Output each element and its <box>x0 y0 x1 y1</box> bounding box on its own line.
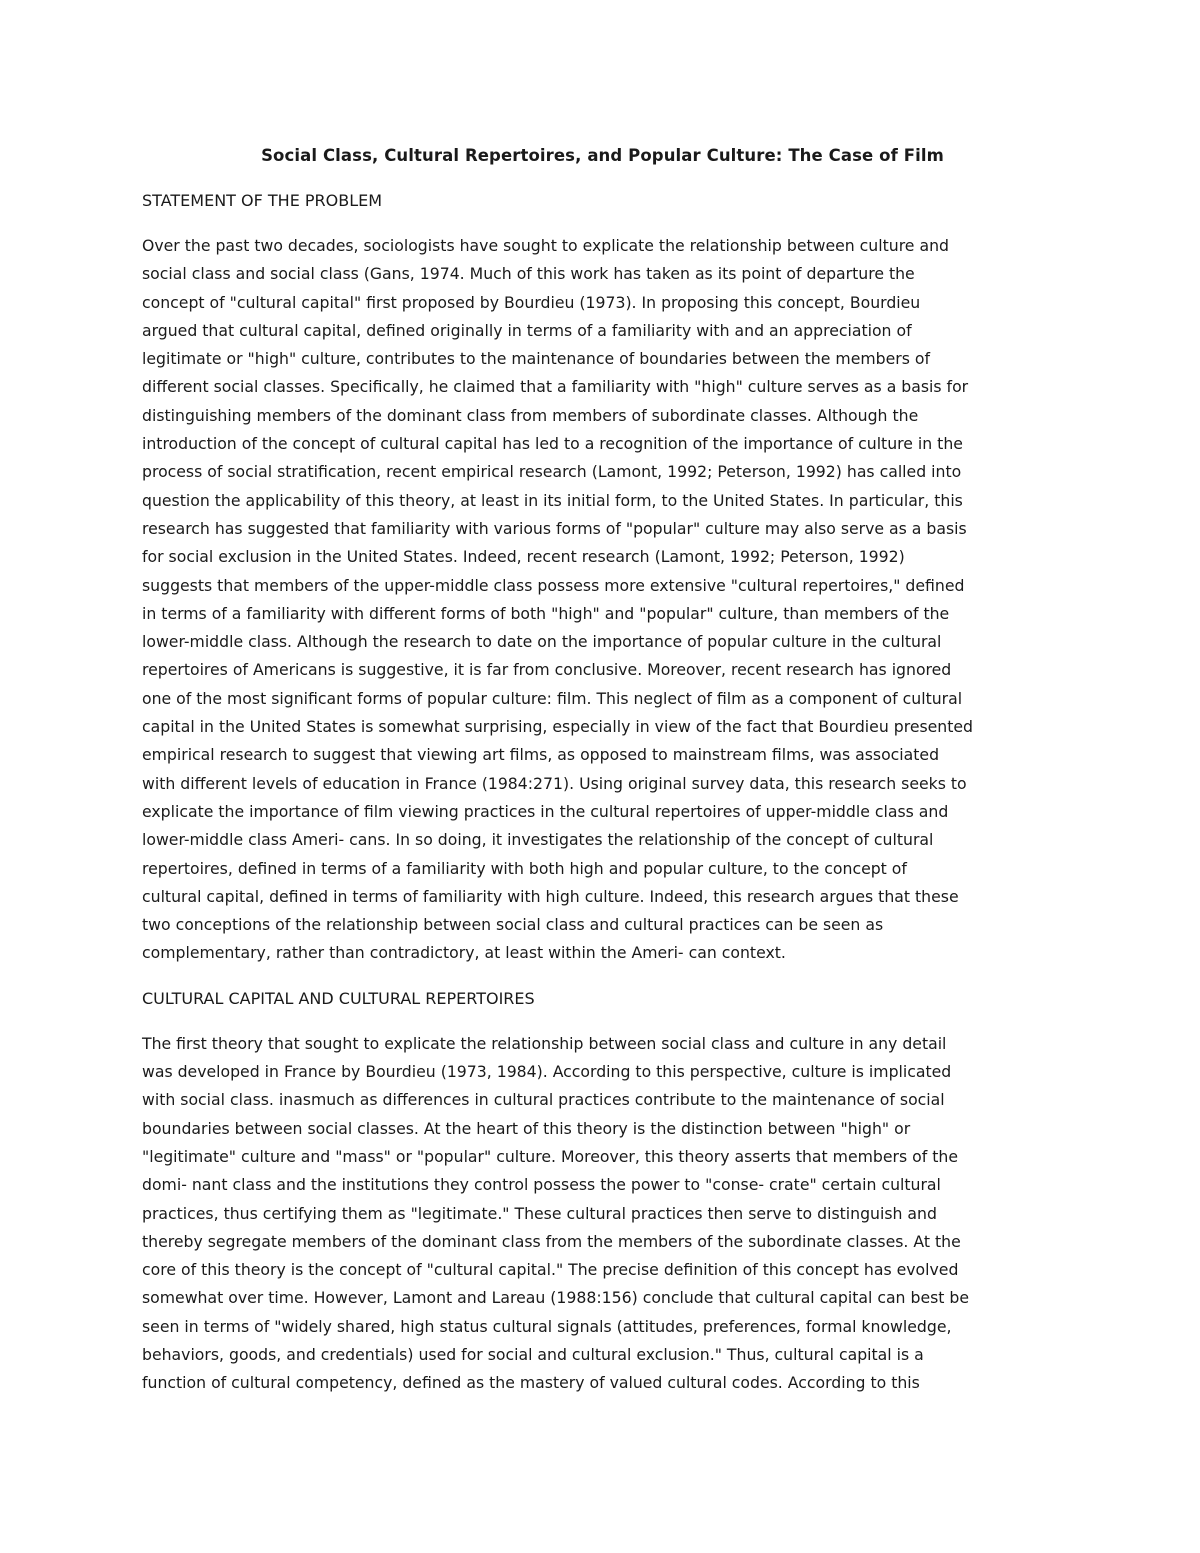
text-line: with social class. inasmuch as differences in cultural practices contribute to the maintenance of social <box>142 1090 945 1110</box>
text-line: boundaries between social classes. At the heart of this theory is the distinction between "high" or <box>142 1118 911 1138</box>
text-line: lower-middle class Ameri- cans. In so doing, it investigates the relationship of the concept of cultural <box>142 830 934 850</box>
text-line: legitimate or "high" culture, contributes to the maintenance of boundaries between the members of <box>142 349 930 369</box>
text-line: core of this theory is the concept of "cultural capital." The precise definition of this concept has evolved <box>142 1260 959 1280</box>
section-heading-statement: STATEMENT OF THE PROBLEM <box>142 191 383 210</box>
text-line: domi- nant class and the institutions they control possess the power to "conse- crate" certain cultural <box>142 1175 941 1195</box>
text-line: thereby segregate members of the dominant class from the members of the subordinate classes. At the <box>142 1231 961 1251</box>
text-line: repertoires, defined in terms of a familiarity with both high and popular culture, to the concept of <box>142 858 907 878</box>
text-line: cultural capital, defined in terms of familiarity with high culture. Indeed, this research argues that these <box>142 886 959 906</box>
text-line: repertoires of Americans is suggestive, it is far from conclusive. Moreover, recent research has ignored <box>142 660 952 680</box>
document-title: Social Class, Cultural Repertoires, and Popular Culture: The Case of Film <box>261 146 944 165</box>
text-line: The first theory that sought to explicate the relationship between social class and culture in any detail <box>142 1033 947 1053</box>
text-line: lower-middle class. Although the research to date on the importance of popular culture in the cultural <box>142 632 942 652</box>
text-line: capital in the United States is somewhat surprising, especially in view of the fact that Bourdieu presented <box>142 717 973 737</box>
section-paragraph-statement <box>142 232 1063 968</box>
text-line: two conceptions of the relationship between social class and cultural practices can be seen as <box>142 915 884 935</box>
text-line: introduction of the concept of cultural capital has led to a recognition of the importance of culture in the <box>142 434 963 454</box>
text-line: seen in terms of "widely shared, high status cultural signals (attitudes, preferences, formal knowledge, <box>142 1316 952 1336</box>
text-line: suggests that members of the upper-middle class possess more extensive "cultural repertoires," defined <box>142 575 965 595</box>
text-line: social class and social class (Gans, 1974. Much of this work has taken as its point of departure the <box>142 264 915 284</box>
document-page <box>142 142 1063 1415</box>
text-line: empirical research to suggest that viewing art films, as opposed to mainstream films, was associated <box>142 745 940 765</box>
text-line: process of social stratification, recent empirical research (Lamont, 1992; Peterson, 1992) has called into <box>142 462 962 482</box>
text-line: distinguishing members of the dominant class from members of subordinate classes. Although the <box>142 405 919 425</box>
text-line: in terms of a familiarity with different forms of both "high" and "popular" culture, than members of the <box>142 603 950 623</box>
text-line: practices, thus certifying them as "legitimate." These cultural practices then serve to distinguish and <box>142 1203 937 1223</box>
text-line: somewhat over time. However, Lamont and Lareau (1988:156) conclude that cultural capital can best be <box>142 1288 970 1308</box>
text-line: behaviors, goods, and credentials) used for social and cultural exclusion." Thus, cultural capital is a <box>142 1344 924 1364</box>
text-line: different social classes. Specifically, he claimed that a familiarity with "high" culture serves as a basis for <box>142 377 969 397</box>
text-line: question the applicability of this theory, at least in its initial form, to the United States. In particular, this <box>142 490 963 510</box>
text-line: "legitimate" culture and "mass" or "popular" culture. Moreover, this theory asserts that members of the <box>142 1146 958 1166</box>
text-line: with different levels of education in France (1984:271). Using original survey data, this research seeks to <box>142 773 967 793</box>
text-line: function of cultural competency, defined as the mastery of valued cultural codes. According to this <box>142 1373 920 1393</box>
text-line: argued that cultural capital, defined originally in terms of a familiarity with and an appreciation of <box>142 320 912 340</box>
text-line: concept of "cultural capital" first proposed by Bourdieu (1973). In proposing this concept, Bourdieu <box>142 292 921 312</box>
section-heading-cultural-capital: CULTURAL CAPITAL AND CULTURAL REPERTOIRES <box>142 988 535 1008</box>
text-line: one of the most significant forms of popular culture: film. This neglect of film as a component of cultural <box>142 688 963 708</box>
text-line: research has suggested that familiarity with various forms of "popular" culture may also serve as a basis <box>142 518 967 538</box>
section-paragraph-cultural-capital <box>142 1030 1063 1398</box>
text-line: explicate the importance of film viewing practices in the cultural repertoires of upper-middle class and <box>142 801 949 821</box>
text-line: Over the past two decades, sociologists have sought to explicate the relationship between culture and <box>142 236 949 255</box>
text-line: was developed in France by Bourdieu (1973, 1984). According to this perspective, culture is implicated <box>142 1062 952 1082</box>
text-line: complementary, rather than contradictory, at least within the Ameri- can context. <box>142 943 786 963</box>
text-line: for social exclusion in the United States. Indeed, recent research (Lamont, 1992; Peterson, 1992) <box>142 547 905 567</box>
